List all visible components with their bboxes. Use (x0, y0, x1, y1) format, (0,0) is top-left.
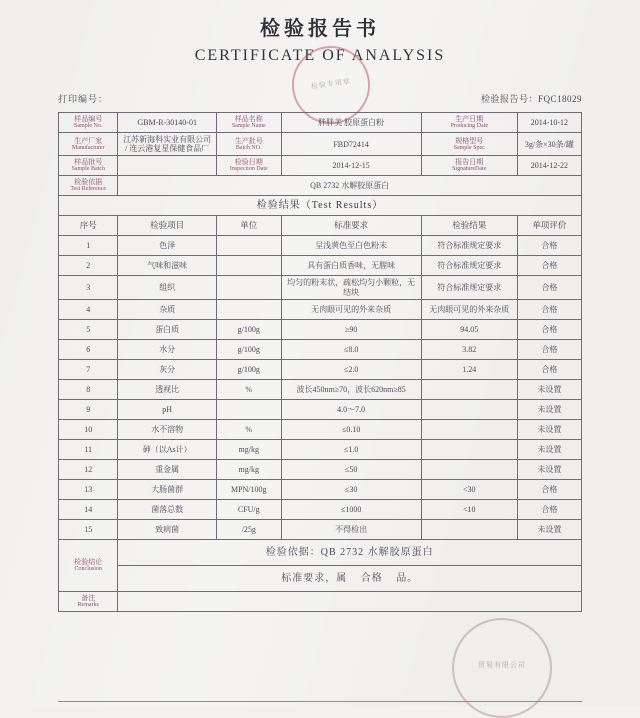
row-std: ≤2.0 (281, 359, 421, 379)
row-result: 符合标准规定要求 (421, 276, 517, 299)
sample-batch-label-cn: 样品批号 (74, 158, 103, 167)
producing-date-label-en: Producing Date (450, 123, 488, 130)
sample-name-label-en: Sample Name (231, 123, 266, 130)
producing-date-label-cn: 生产日期 (455, 115, 484, 124)
row-eval: 合格 (517, 499, 581, 519)
info-row-1 (59, 113, 582, 133)
row-unit: CFU/g (216, 499, 281, 519)
inspection-date-label-cn: 检验日期 (234, 158, 263, 167)
spec-value: 3g/条×30条/罐 (517, 133, 581, 156)
row-result: <30 (421, 479, 517, 499)
manufacturer-label-cn: 生产厂家 (74, 136, 103, 145)
sample-name-value: 胖胖美 胶原蛋白粉 (281, 113, 421, 133)
meta-row (0, 92, 640, 105)
row-no: 9 (59, 399, 118, 419)
row-no: 10 (59, 419, 118, 439)
inspection-date-label-en: Inspection Date (229, 166, 268, 173)
row-unit (216, 256, 281, 276)
row-result (421, 399, 517, 419)
report-number (481, 92, 582, 105)
row-result: <10 (421, 499, 517, 519)
row-result (421, 439, 517, 459)
column-header-std: 标准要求 (281, 216, 421, 236)
row-result: 94.05 (421, 319, 517, 339)
row-no: 13 (59, 479, 118, 499)
results-band: 检验结果（Test Results） (59, 196, 582, 216)
row-std: ≤0.10 (281, 419, 421, 439)
basis-label-en: Test Reference (70, 186, 107, 193)
conclusion-line-2 (118, 565, 582, 591)
row-no: 12 (59, 459, 118, 479)
row-item: 气味和滋味 (118, 256, 217, 276)
remarks-value (118, 591, 582, 611)
document-title-block (0, 0, 640, 65)
sample-batch-value (118, 156, 217, 176)
remarks-label-en: Remarks (77, 601, 99, 608)
row-eval: 合格 (517, 479, 581, 499)
row-unit (216, 276, 281, 299)
row-no: 15 (59, 519, 118, 539)
row-no: 2 (59, 256, 118, 276)
report-table (58, 112, 582, 612)
sample-no-value: GBM-R-30140-01 (118, 113, 217, 133)
row-std: ≤1000 (281, 499, 421, 519)
row-item: 灰分 (118, 359, 217, 379)
row-no: 4 (59, 299, 118, 319)
table-row (59, 319, 582, 339)
row-std: 无肉眼可见的外来杂质 (281, 299, 421, 319)
row-std: 呈浅黄色至白色粉末 (281, 236, 421, 256)
row-unit: % (216, 419, 281, 439)
report-number-value: FQC18029 (537, 94, 582, 104)
basis-label-cn: 检验依据 (74, 178, 103, 187)
page-title-en: CERTIFICATE OF ANALYSIS (194, 47, 446, 64)
row-eval: 合格 (517, 319, 581, 339)
row-item: 透视比 (118, 379, 217, 399)
row-unit: MPN/100g (216, 479, 281, 499)
column-header-eval: 单项评价 (517, 216, 581, 236)
sample-name-label-cn: 样品名称 (234, 115, 263, 124)
row-result: 无肉眼可见的外来杂质 (421, 299, 517, 319)
row-std: 波长450nm≥70，波长620nm≥85 (281, 379, 421, 399)
signature-date-label-en: SignatureDate (452, 166, 487, 173)
row-eval: 合格 (517, 256, 581, 276)
page-bottom-rule (58, 701, 582, 702)
row-std: 具有蛋白质香味，无腥味 (281, 256, 421, 276)
signature-date-label-cn: 报告日期 (455, 158, 484, 167)
row-unit: g/100g (216, 339, 281, 359)
conclusion-row (59, 539, 582, 565)
table-row (59, 339, 582, 359)
row-no: 5 (59, 319, 118, 339)
row-std: 均匀的粉末状，疏松均匀小颗粒，无结块 (281, 276, 421, 299)
row-unit (216, 236, 281, 256)
batch-label-cn: 生产批号 (234, 136, 263, 145)
remarks-label-cn: 备注 (81, 593, 96, 602)
conclusion-label-en: Conclusion (74, 565, 102, 572)
row-item: 水分 (118, 339, 217, 359)
row-result: 3.82 (421, 339, 517, 359)
row-unit: g/100g (216, 319, 281, 339)
row-eval: 未设置 (517, 439, 581, 459)
row-std: 4.0～7.0 (281, 399, 421, 419)
row-no: 3 (59, 276, 118, 299)
row-unit: mg/kg (216, 459, 281, 479)
info-row-4 (59, 176, 582, 196)
info-row-2 (59, 133, 582, 156)
official-stamp-top-text: 检验专用章 (310, 77, 352, 91)
row-no: 1 (59, 236, 118, 256)
row-result: 符合标准规定要求 (421, 256, 517, 276)
row-std: ≥90 (281, 319, 421, 339)
row-std: ≤30 (281, 479, 421, 499)
row-item: 大肠菌群 (118, 479, 217, 499)
row-eval: 合格 (517, 236, 581, 256)
batch-value: FBD72414 (281, 133, 421, 156)
table-row (59, 236, 582, 256)
column-header-result: 检验结果 (421, 216, 517, 236)
official-stamp-bottom-text: 贸易有限公司 (478, 661, 526, 670)
column-header-row (59, 216, 582, 236)
sample-no-label-en: Sample No. (74, 123, 103, 130)
row-result (421, 379, 517, 399)
conclusion-label-cn: 检验结论 (74, 557, 103, 566)
table-row (59, 519, 582, 539)
conclusion-row-2 (59, 565, 582, 591)
row-std: ≤8.0 (281, 339, 421, 359)
row-no: 6 (59, 339, 118, 359)
table-row (59, 499, 582, 519)
row-item: 重金属 (118, 459, 217, 479)
row-eval: 未设置 (517, 459, 581, 479)
row-unit: mg/kg (216, 439, 281, 459)
row-std: ≤1.0 (281, 439, 421, 459)
conclusion-line-1: 检验依据：QB 2732 水解胶原蛋白 (118, 539, 582, 565)
row-item: 砷（以As计） (118, 439, 217, 459)
row-item: 水不溶物 (118, 419, 217, 439)
row-item: 色泽 (118, 236, 217, 256)
row-unit: /25g (216, 519, 281, 539)
results-band-row (59, 196, 582, 216)
sample-no-label-cn: 样品编号 (74, 115, 103, 124)
row-item: pH (118, 399, 217, 419)
spec-label-cn: 规格型号 (455, 136, 484, 145)
manufacturer-label-en: Manufacturer (71, 144, 105, 151)
row-std: ≤50 (281, 459, 421, 479)
column-header-no: 序号 (59, 216, 118, 236)
page-title-cn: 检验报告书 (260, 16, 380, 40)
official-stamp-bottom-icon (452, 618, 552, 718)
row-eval: 未设置 (517, 379, 581, 399)
row-unit: % (216, 379, 281, 399)
row-result: 1.24 (421, 359, 517, 379)
conclusion-line-2-mid: 合格 (360, 572, 383, 584)
remarks-row (59, 591, 582, 611)
batch-label-en: Batch NO. (235, 144, 262, 151)
row-item: 致病菌 (118, 519, 217, 539)
row-eval: 合格 (517, 299, 581, 319)
table-row (59, 459, 582, 479)
sample-batch-label-en: Sample Batch (71, 166, 105, 173)
row-eval: 未设置 (517, 519, 581, 539)
row-no: 14 (59, 499, 118, 519)
table-row (59, 276, 582, 299)
column-header-unit: 单位 (216, 216, 281, 236)
row-item: 杂质 (118, 299, 217, 319)
row-no: 11 (59, 439, 118, 459)
table-row (59, 379, 582, 399)
column-header-item: 检验项目 (118, 216, 217, 236)
row-result (421, 519, 517, 539)
row-result (421, 459, 517, 479)
table-row (59, 256, 582, 276)
row-eval: 未设置 (517, 399, 581, 419)
row-std: 不得检出 (281, 519, 421, 539)
table-row (59, 359, 582, 379)
conclusion-line-2-pre: 标准要求，属 (281, 572, 348, 584)
table-row (59, 419, 582, 439)
row-no: 8 (59, 379, 118, 399)
spec-label-en: Sample Spec (453, 144, 485, 151)
table-row (59, 479, 582, 499)
basis-value: QB 2732 水解胶原蛋白 (118, 176, 582, 196)
print-number-label: 打印编号： (58, 94, 109, 104)
row-item: 蛋白质 (118, 319, 217, 339)
row-unit (216, 299, 281, 319)
row-result: 符合标准规定要求 (421, 236, 517, 256)
table-row (59, 299, 582, 319)
manufacturer-value: 江苏新海科实业有限公司 / 连云港复星保健食品厂 (118, 133, 217, 156)
conclusion-line-2-post: 品。 (396, 572, 419, 584)
row-no: 7 (59, 359, 118, 379)
table-row (59, 439, 582, 459)
row-eval: 合格 (517, 276, 581, 299)
row-item: 组织 (118, 276, 217, 299)
signature-date-value: 2014-12-22 (517, 156, 581, 176)
row-unit: g/100g (216, 359, 281, 379)
info-row-3 (59, 156, 582, 176)
row-unit (216, 399, 281, 419)
inspection-date-value: 2014-12-15 (281, 156, 421, 176)
table-row (59, 399, 582, 419)
producing-date-value: 2014-10-12 (517, 113, 581, 133)
row-eval: 未设置 (517, 419, 581, 439)
row-result (421, 419, 517, 439)
row-eval: 合格 (517, 359, 581, 379)
row-item: 菌落总数 (118, 499, 217, 519)
row-eval: 合格 (517, 339, 581, 359)
report-number-label: 检验报告号： (480, 94, 538, 104)
